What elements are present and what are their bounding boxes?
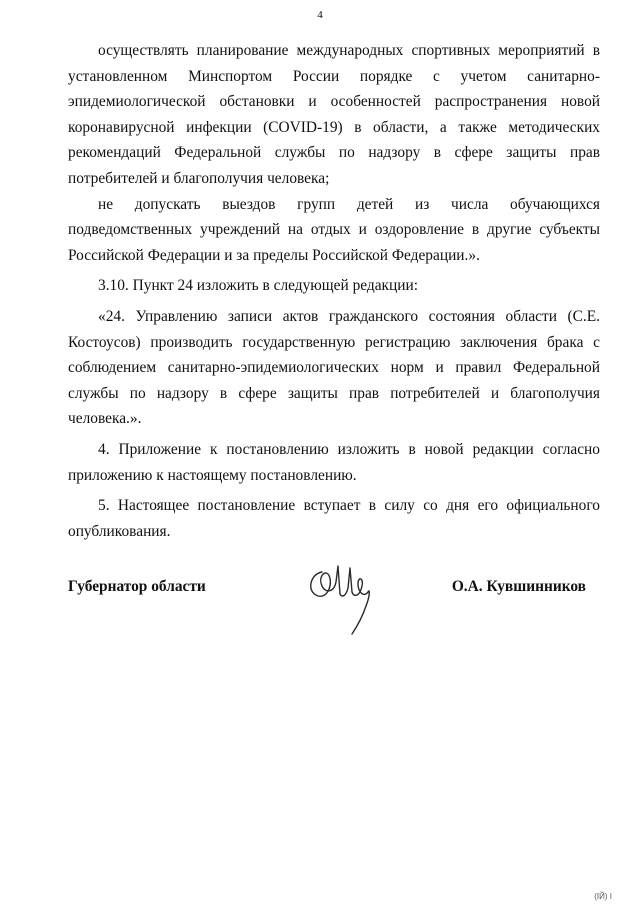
paragraph-children-trips: не допускать выездов групп детей из числа обучающихся подведомственных учреждений на отдых и оздоровление в другие субъекты Российской Федерации и за пределы Российской Федерации.». [68, 195, 600, 264]
paragraph-clause-24: «24. Управлению записи актов гражданского состояния области (С.Е. Костоусов) производить государственную регистрацию заключения брака с соблюдением санитарно-эпидемиологических норм и правил Федеральной службы по надзору в сфере защиты прав потребителей и благополучия человека.». [68, 307, 600, 428]
paragraph-sports-events: осуществлять планирование международных спортивных мероприятий в установленном Минспортом России порядке с учетом санитарно-эпидемиологической обстановки и особенностей распространения новой коронавирусной инфекции (COVID-19) в области, а также методических рекомендаций Федеральной службы по надзору в сфере защиты прав потребителей и благополучия человека; [68, 42, 600, 187]
signatory-name: О.А. Кувшинников [451, 578, 586, 595]
footer-mark: (ІЙ) І [594, 892, 612, 901]
page-number: 4 [317, 9, 323, 21]
document-body [68, 38, 600, 544]
paragraph-clause-4: 4. Приложение к постановлению изложить в новой редакции согласно приложению к настоящему постановлению. [68, 440, 600, 484]
paragraph-clause-5: 5. Настоящее постановление вступает в силу со дня его официального опубликования. [68, 497, 600, 540]
handwritten-signature [300, 552, 390, 642]
paragraph-clause-3-10: 3.10. Пункт 24 изложить в следующей редакции: [98, 277, 419, 295]
signatory-role: Губернатор области [68, 578, 206, 595]
